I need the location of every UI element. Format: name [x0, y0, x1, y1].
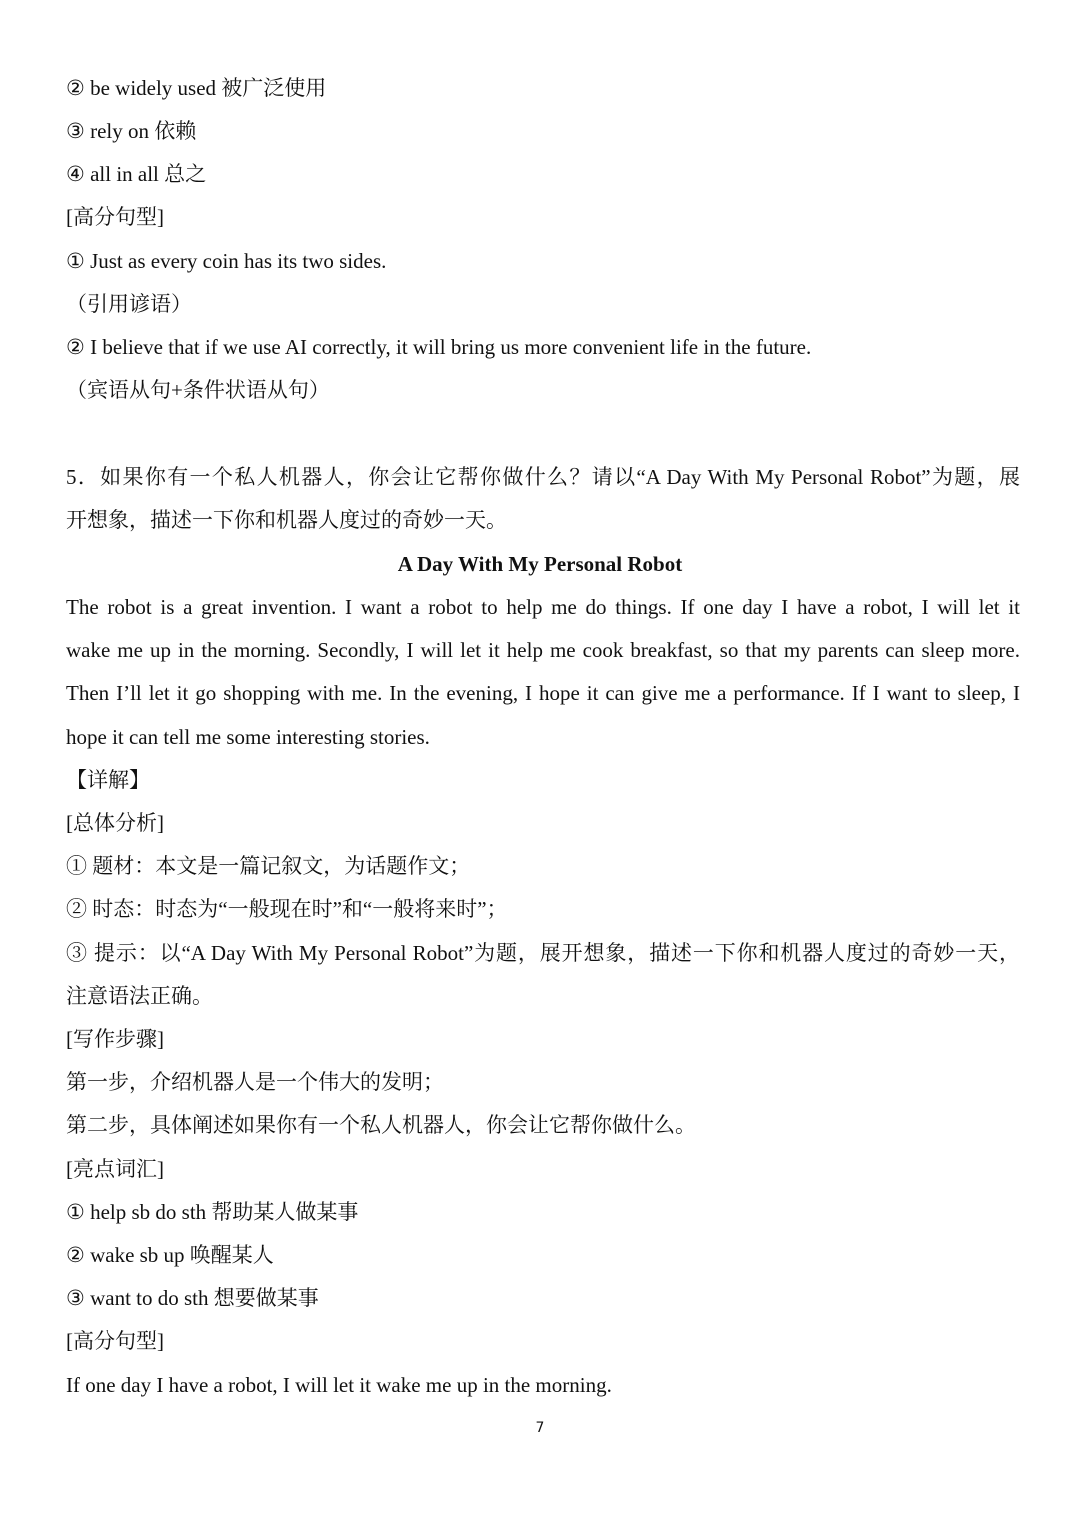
sentence-item: If one day I have a robot, I will let it wake me up in the morning. [66, 1373, 612, 1397]
step-item: 第二步，具体阐述如果你有一个私人机器人，你会让它帮你做什么。 [66, 1113, 696, 1137]
vocab-item: ② wake sb up 唤醒某人 [66, 1243, 274, 1267]
vocab-item: ④ all in all 总之 [66, 162, 207, 186]
page-number: 7 [535, 1420, 545, 1436]
sentence-note: （引用谚语） [66, 292, 192, 316]
essay-line: hope it can tell me some interesting stories. [66, 725, 430, 749]
essay-line: wake me up in the morning. Secondly, I will let it help me cook breakfast, so that my parents can sleep more. [66, 638, 1020, 662]
vocab-item: ③ want to do sth 想要做某事 [66, 1286, 319, 1310]
essay-line: Then I’ll let it go shopping with me. In the evening, I hope it can give me a performance. If I want to sleep, I [66, 681, 1020, 705]
question-text: 5．如果你有一个私人机器人，你会让它帮你做什么？请以“A Day With My Personal Robot”为题，展 [66, 465, 1020, 489]
vocab-item: ① help sb do sth 帮助某人做某事 [66, 1200, 359, 1224]
section-heading: [高分句型] [66, 205, 164, 229]
sentence-item: ① Just as every coin has its two sides. [66, 249, 387, 273]
question-text: 开想象，描述一下你和机器人度过的奇妙一天。 [66, 508, 507, 532]
analysis-item: 注意语法正确。 [66, 984, 213, 1008]
sentence-note: （宾语从句+条件状语从句） [66, 378, 330, 402]
section-heading: [高分句型] [66, 1329, 164, 1353]
section-heading: [亮点词汇] [66, 1157, 164, 1181]
sentence-item: ② I believe that if we use AI correctly, it will bring us more convenient life in the future. [66, 335, 812, 359]
essay-line: The robot is a great invention. I want a robot to help me do things. If one day I have a robot, I will let it [66, 595, 1020, 619]
explain-heading: 【详解】 [66, 768, 150, 792]
essay-title: A Day With My Personal Robot [397, 552, 683, 576]
vocab-item: ② be widely used 被广泛使用 [66, 76, 327, 100]
analysis-item: ② 时态：时态为“一般现在时”和“一般将来时”； [66, 897, 508, 921]
section-heading: [写作步骤] [66, 1027, 164, 1051]
analysis-item: ③ 提示：以“A Day With My Personal Robot”为题，展开想象，描述一下你和机器人度过的奇妙一天， [66, 941, 1020, 965]
vocab-item: ③ rely on 依赖 [66, 119, 197, 143]
analysis-item: ① 题材：本文是一篇记叙文，为话题作文； [66, 854, 471, 878]
step-item: 第一步，介绍机器人是一个伟大的发明； [66, 1070, 444, 1094]
section-heading: [总体分析] [66, 811, 164, 835]
